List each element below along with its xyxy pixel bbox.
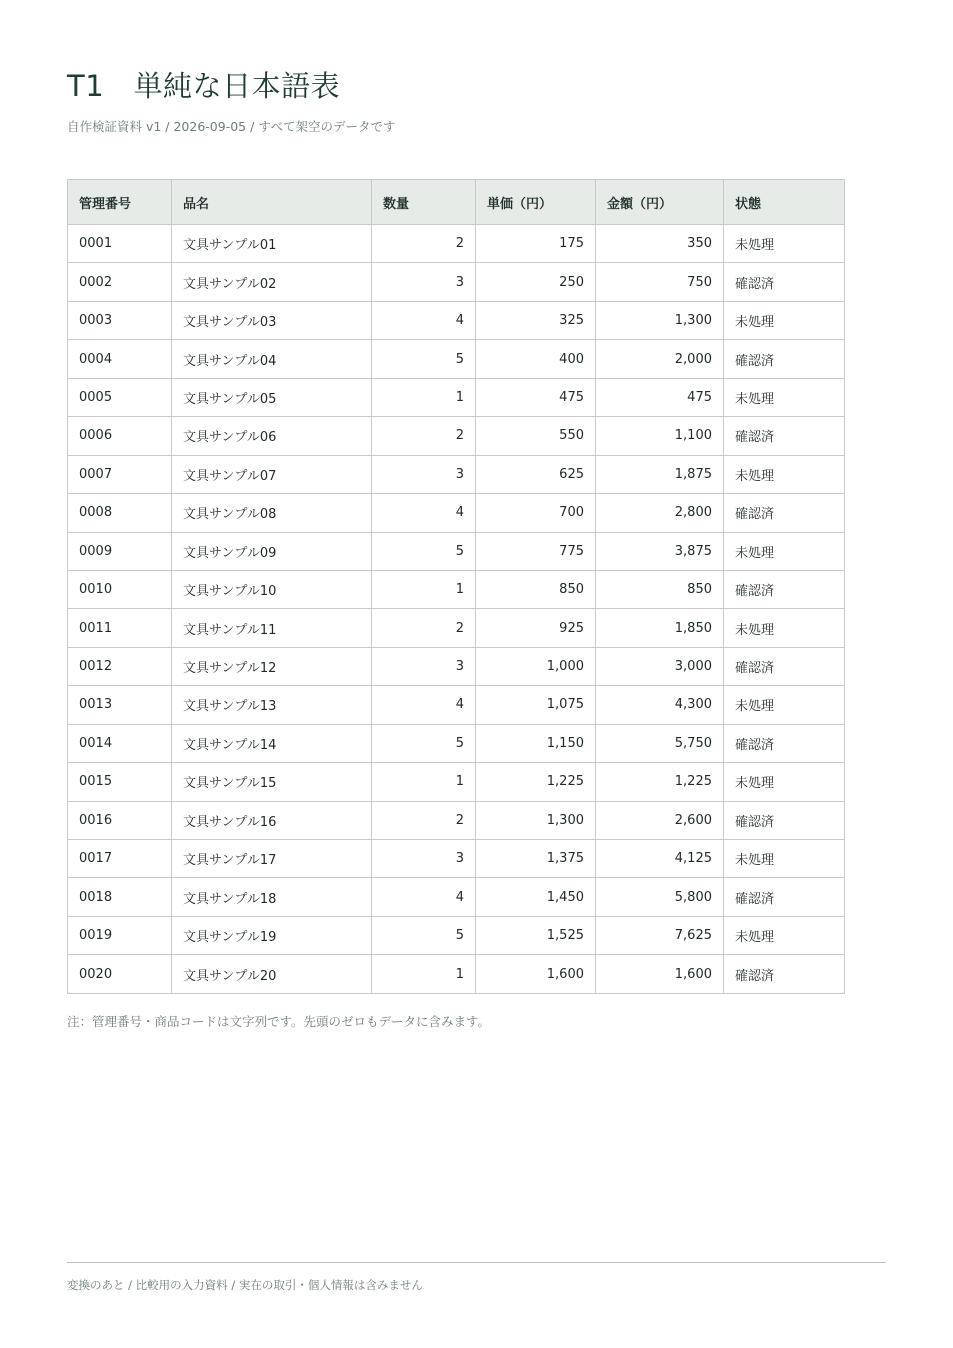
table-row [68, 609, 845, 647]
table-row [68, 840, 845, 878]
table-header [68, 180, 845, 225]
data-table [67, 179, 845, 994]
cell-unit-price: 1,075 [476, 686, 596, 724]
cell-quantity: 3 [372, 455, 476, 493]
cell-item-name: 文具サンプル02 [172, 263, 372, 301]
cell-unit-price: 250 [476, 263, 596, 301]
cell-amount: 1,300 [596, 301, 724, 339]
cell-unit-price: 1,000 [476, 647, 596, 685]
cell-status: 未処理 [724, 916, 845, 954]
cell-unit-price: 1,225 [476, 763, 596, 801]
cell-status: 未処理 [724, 532, 845, 570]
cell-amount: 5,800 [596, 878, 724, 916]
cell-unit-price: 1,375 [476, 840, 596, 878]
cell-unit-price: 625 [476, 455, 596, 493]
cell-id: 0013 [68, 686, 172, 724]
table-row [68, 532, 845, 570]
cell-item-name: 文具サンプル14 [172, 724, 372, 762]
cell-unit-price: 1,450 [476, 878, 596, 916]
cell-status: 確認済 [724, 955, 845, 993]
cell-id: 0012 [68, 647, 172, 685]
cell-quantity: 5 [372, 340, 476, 378]
cell-id: 0003 [68, 301, 172, 339]
cell-quantity: 1 [372, 570, 476, 608]
cell-unit-price: 1,150 [476, 724, 596, 762]
cell-unit-price: 400 [476, 340, 596, 378]
cell-amount: 5,750 [596, 724, 724, 762]
cell-quantity: 1 [372, 763, 476, 801]
cell-unit-price: 850 [476, 570, 596, 608]
cell-item-name: 文具サンプル08 [172, 494, 372, 532]
cell-item-name: 文具サンプル04 [172, 340, 372, 378]
cell-item-name: 文具サンプル11 [172, 609, 372, 647]
cell-amount: 2,800 [596, 494, 724, 532]
cell-unit-price: 475 [476, 378, 596, 416]
table-row [68, 340, 845, 378]
cell-item-name: 文具サンプル20 [172, 955, 372, 993]
table-row [68, 301, 845, 339]
cell-quantity: 1 [372, 378, 476, 416]
cell-quantity: 5 [372, 724, 476, 762]
table-row [68, 225, 845, 263]
cell-id: 0010 [68, 570, 172, 608]
cell-quantity: 3 [372, 263, 476, 301]
table-row [68, 724, 845, 762]
cell-id: 0011 [68, 609, 172, 647]
cell-amount: 3,000 [596, 647, 724, 685]
cell-unit-price: 1,525 [476, 916, 596, 954]
cell-quantity: 3 [372, 840, 476, 878]
cell-amount: 4,300 [596, 686, 724, 724]
footer-divider [67, 1262, 886, 1263]
table-row [68, 686, 845, 724]
cell-status: 未処理 [724, 686, 845, 724]
table-note: 注：管理番号・商品コードは文字列です。先頭のゼロもデータに含みます。 [67, 1014, 491, 1029]
cell-amount: 350 [596, 225, 724, 263]
table-row [68, 417, 845, 455]
cell-status: 確認済 [724, 263, 845, 301]
cell-quantity: 1 [372, 955, 476, 993]
cell-item-name: 文具サンプル15 [172, 763, 372, 801]
cell-quantity: 2 [372, 609, 476, 647]
cell-id: 0008 [68, 494, 172, 532]
table-row [68, 801, 845, 839]
column-header-amount: 金額（円） [596, 180, 724, 225]
cell-amount: 1,850 [596, 609, 724, 647]
cell-id: 0009 [68, 532, 172, 570]
table-row [68, 647, 845, 685]
cell-quantity: 2 [372, 801, 476, 839]
cell-status: 確認済 [724, 570, 845, 608]
cell-quantity: 2 [372, 417, 476, 455]
cell-status: 未処理 [724, 455, 845, 493]
column-header-id: 管理番号 [68, 180, 172, 225]
cell-id: 0014 [68, 724, 172, 762]
cell-item-name: 文具サンプル06 [172, 417, 372, 455]
cell-status: 未処理 [724, 225, 845, 263]
cell-status: 確認済 [724, 340, 845, 378]
cell-unit-price: 775 [476, 532, 596, 570]
cell-item-name: 文具サンプル18 [172, 878, 372, 916]
cell-id: 0006 [68, 417, 172, 455]
table-row [68, 955, 845, 993]
column-header-unit-price: 単価（円） [476, 180, 596, 225]
table-body [68, 225, 845, 994]
cell-unit-price: 925 [476, 609, 596, 647]
cell-status: 未処理 [724, 609, 845, 647]
cell-quantity: 4 [372, 301, 476, 339]
cell-unit-price: 325 [476, 301, 596, 339]
table-row [68, 916, 845, 954]
cell-amount: 2,600 [596, 801, 724, 839]
cell-amount: 3,875 [596, 532, 724, 570]
cell-item-name: 文具サンプル09 [172, 532, 372, 570]
cell-item-name: 文具サンプル05 [172, 378, 372, 416]
cell-quantity: 4 [372, 878, 476, 916]
cell-id: 0015 [68, 763, 172, 801]
cell-item-name: 文具サンプル03 [172, 301, 372, 339]
table-row [68, 570, 845, 608]
cell-amount: 1,875 [596, 455, 724, 493]
cell-item-name: 文具サンプル12 [172, 647, 372, 685]
cell-status: 未処理 [724, 763, 845, 801]
table-row [68, 378, 845, 416]
cell-id: 0007 [68, 455, 172, 493]
cell-item-name: 文具サンプル19 [172, 916, 372, 954]
cell-unit-price: 1,600 [476, 955, 596, 993]
cell-id: 0019 [68, 916, 172, 954]
cell-amount: 4,125 [596, 840, 724, 878]
cell-id: 0018 [68, 878, 172, 916]
cell-status: 確認済 [724, 647, 845, 685]
cell-status: 未処理 [724, 378, 845, 416]
column-header-quantity: 数量 [372, 180, 476, 225]
table-row [68, 494, 845, 532]
table-row [68, 263, 845, 301]
cell-item-name: 文具サンプル13 [172, 686, 372, 724]
cell-unit-price: 1,300 [476, 801, 596, 839]
cell-unit-price: 550 [476, 417, 596, 455]
cell-amount: 1,100 [596, 417, 724, 455]
cell-item-name: 文具サンプル07 [172, 455, 372, 493]
cell-quantity: 5 [372, 532, 476, 570]
cell-id: 0001 [68, 225, 172, 263]
cell-id: 0002 [68, 263, 172, 301]
cell-amount: 750 [596, 263, 724, 301]
cell-id: 0005 [68, 378, 172, 416]
cell-item-name: 文具サンプル16 [172, 801, 372, 839]
cell-amount: 2,000 [596, 340, 724, 378]
table-row [68, 455, 845, 493]
header-row [68, 180, 845, 225]
table-row [68, 878, 845, 916]
cell-quantity: 3 [372, 647, 476, 685]
cell-amount: 1,600 [596, 955, 724, 993]
cell-status: 確認済 [724, 878, 845, 916]
table-row [68, 763, 845, 801]
cell-item-name: 文具サンプル01 [172, 225, 372, 263]
cell-unit-price: 175 [476, 225, 596, 263]
cell-id: 0004 [68, 340, 172, 378]
cell-id: 0020 [68, 955, 172, 993]
cell-amount: 1,225 [596, 763, 724, 801]
cell-quantity: 2 [372, 225, 476, 263]
cell-status: 確認済 [724, 801, 845, 839]
cell-quantity: 5 [372, 916, 476, 954]
cell-amount: 475 [596, 378, 724, 416]
cell-status: 未処理 [724, 301, 845, 339]
cell-status: 確認済 [724, 417, 845, 455]
cell-id: 0016 [68, 801, 172, 839]
cell-status: 確認済 [724, 724, 845, 762]
cell-quantity: 4 [372, 686, 476, 724]
page-footer: 変換のあと / 比較用の入力資料 / 実在の取引・個人情報は含みません [67, 1278, 423, 1292]
page-title: T1 単純な日本語表 [67, 69, 341, 103]
cell-status: 確認済 [724, 494, 845, 532]
cell-quantity: 4 [372, 494, 476, 532]
cell-unit-price: 700 [476, 494, 596, 532]
column-header-item-name: 品名 [172, 180, 372, 225]
column-header-status: 状態 [724, 180, 845, 225]
cell-id: 0017 [68, 840, 172, 878]
cell-status: 未処理 [724, 840, 845, 878]
cell-item-name: 文具サンプル10 [172, 570, 372, 608]
cell-item-name: 文具サンプル17 [172, 840, 372, 878]
cell-amount: 850 [596, 570, 724, 608]
page-subtitle: 自作検証資料 v1 / 2026-09-05 / すべて架空のデータです [67, 119, 396, 134]
cell-amount: 7,625 [596, 916, 724, 954]
